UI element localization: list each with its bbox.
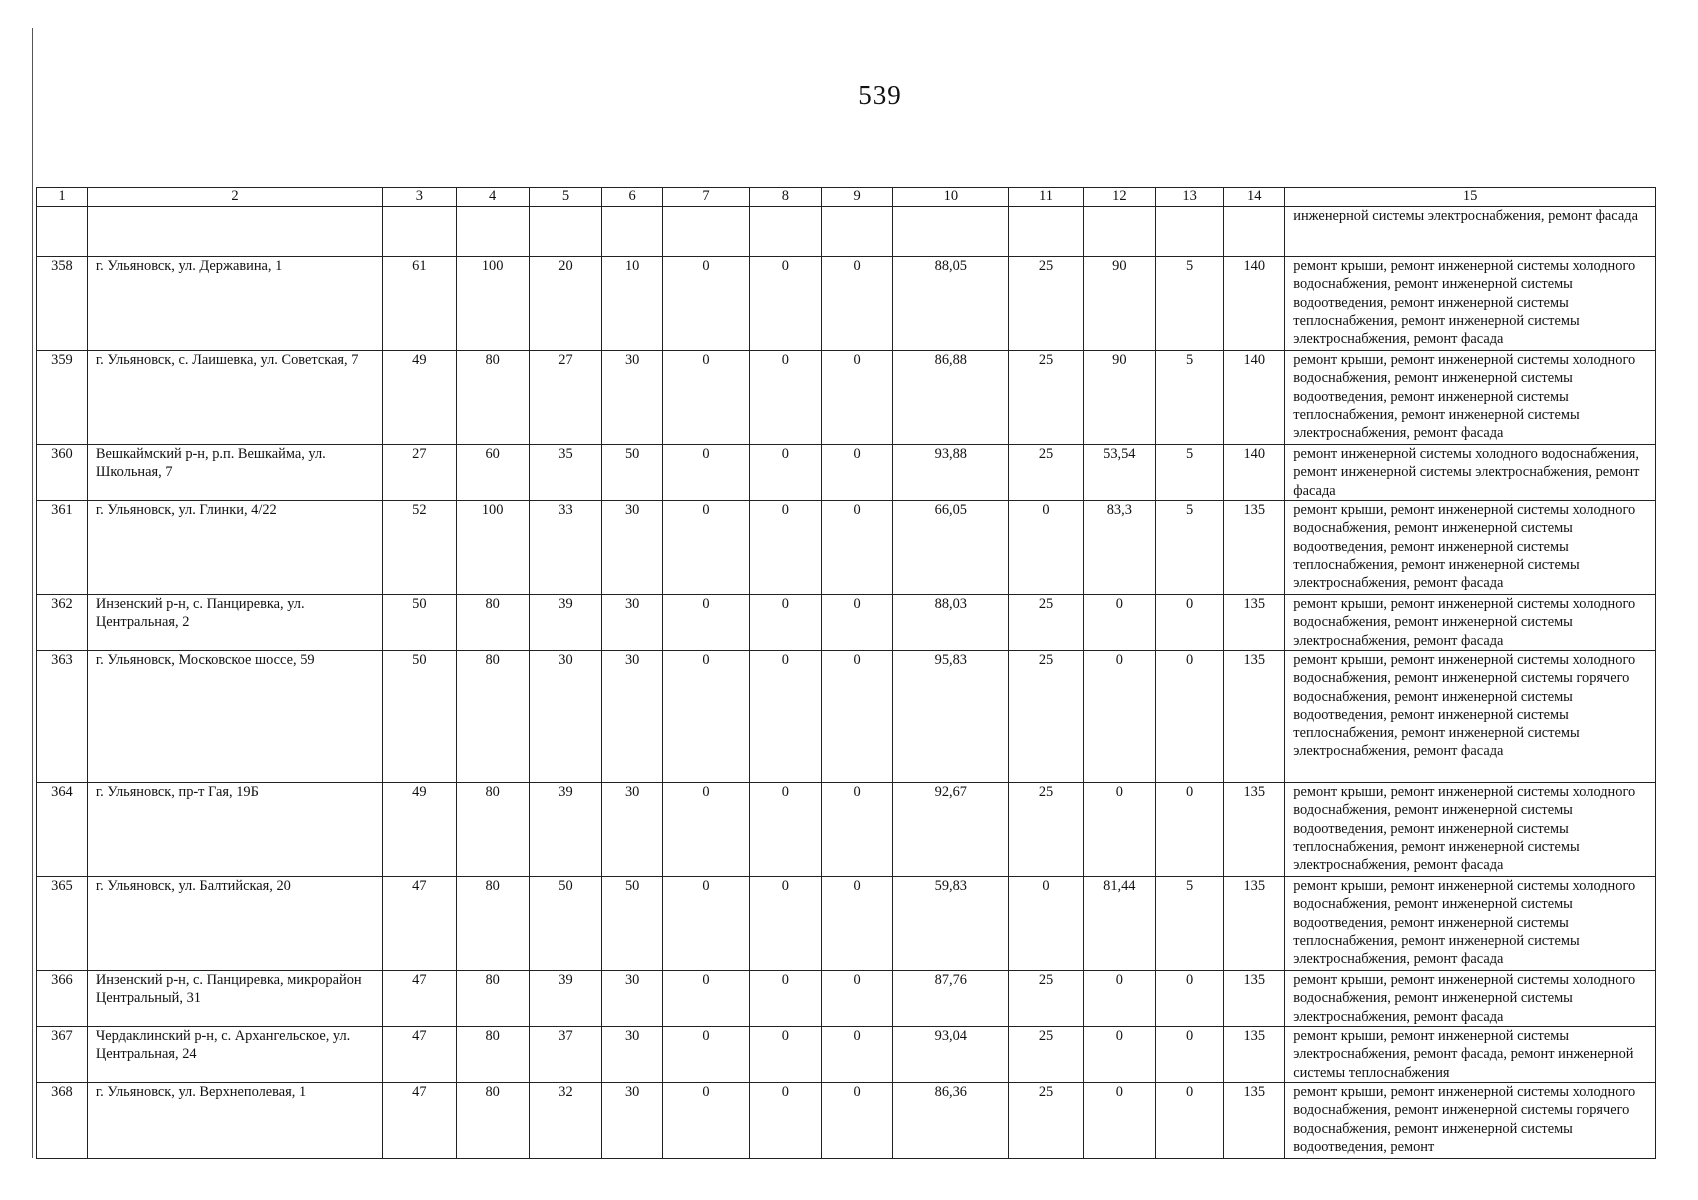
value-cell: 50 [602,445,663,501]
column-header: 15 [1285,188,1656,207]
value-cell: 86,88 [893,351,1009,445]
table-cell [1083,207,1155,257]
value-cell: 90 [1083,351,1155,445]
value-cell: 47 [383,971,456,1027]
value-cell: 80 [456,877,529,971]
value-cell: 135 [1224,783,1285,877]
table-row [37,1083,1656,1159]
value-cell: 5 [1155,501,1223,595]
value-cell: 0 [1009,501,1083,595]
value-cell: 0 [1083,783,1155,877]
value-cell: 0 [1083,971,1155,1027]
value-cell: 10 [602,257,663,351]
continuation-row [37,207,1656,257]
value-cell: 0 [663,1083,750,1159]
value-cell: 0 [822,1027,893,1083]
value-cell: 0 [749,971,821,1027]
address-cell: г. Ульяновск, ул. Верхнеполевая, 1 [87,1083,382,1159]
row-number: 362 [37,595,88,651]
table-row [37,501,1656,595]
works-cell: ремонт крыши, ремонт инженерной системы холодного водоснабжения, ремонт инженерной системы электроснабжения, ремонт фасада [1285,595,1656,651]
value-cell: 100 [456,501,529,595]
address-cell: Чердаклинский р-н, с. Архангельское, ул. Центральная, 24 [87,1027,382,1083]
value-cell: 0 [822,651,893,783]
value-cell: 135 [1224,971,1285,1027]
value-cell: 39 [529,971,601,1027]
column-header: 10 [893,188,1009,207]
value-cell: 47 [383,877,456,971]
value-cell: 80 [456,351,529,445]
row-number: 359 [37,351,88,445]
value-cell: 25 [1009,1027,1083,1083]
value-cell: 0 [822,877,893,971]
value-cell: 0 [822,351,893,445]
value-cell: 135 [1224,651,1285,783]
value-cell: 0 [663,1027,750,1083]
table-row [37,651,1656,783]
table-row [37,257,1656,351]
value-cell: 140 [1224,445,1285,501]
value-cell: 5 [1155,351,1223,445]
value-cell: 100 [456,257,529,351]
table-cell [822,207,893,257]
value-cell: 0 [1155,783,1223,877]
column-header: 4 [456,188,529,207]
page-number: 539 [858,80,902,110]
value-cell: 0 [663,595,750,651]
value-cell: 49 [383,783,456,877]
table-row [37,351,1656,445]
value-cell: 0 [749,651,821,783]
value-cell: 0 [822,257,893,351]
column-header: 1 [37,188,88,207]
value-cell: 0 [822,595,893,651]
works-cell: ремонт крыши, ремонт инженерной системы холодного водоснабжения, ремонт инженерной системы горячего водоснабжения, ремонт инженерной системы водоотведения, ремонт [1285,1083,1656,1159]
value-cell: 0 [1155,651,1223,783]
value-cell: 0 [749,595,821,651]
value-cell: 5 [1155,445,1223,501]
value-cell: 0 [749,501,821,595]
value-cell: 0 [1083,1083,1155,1159]
works-cell: инженерной системы электроснабжения, ремонт фасада [1285,207,1656,257]
value-cell: 0 [663,651,750,783]
value-cell: 30 [602,1083,663,1159]
table-cell [87,207,382,257]
row-number: 364 [37,783,88,877]
table-row [37,877,1656,971]
value-cell: 0 [749,257,821,351]
table-row [37,595,1656,651]
address-cell: г. Ульяновск, ул. Державина, 1 [87,257,382,351]
row-number: 365 [37,877,88,971]
value-cell: 60 [456,445,529,501]
value-cell: 39 [529,595,601,651]
value-cell: 50 [383,595,456,651]
value-cell: 5 [1155,877,1223,971]
row-number: 367 [37,1027,88,1083]
value-cell: 0 [822,501,893,595]
row-number: 358 [37,257,88,351]
value-cell: 0 [1083,651,1155,783]
value-cell: 32 [529,1083,601,1159]
column-header: 5 [529,188,601,207]
value-cell: 0 [749,877,821,971]
value-cell: 92,67 [893,783,1009,877]
value-cell: 39 [529,783,601,877]
value-cell: 0 [822,971,893,1027]
value-cell: 0 [663,257,750,351]
value-cell: 135 [1224,1027,1285,1083]
value-cell: 83,3 [1083,501,1155,595]
value-cell: 88,03 [893,595,1009,651]
value-cell: 135 [1224,501,1285,595]
value-cell: 0 [822,445,893,501]
value-cell: 50 [602,877,663,971]
value-cell: 0 [1155,595,1223,651]
value-cell: 53,54 [1083,445,1155,501]
value-cell: 135 [1224,877,1285,971]
value-cell: 80 [456,651,529,783]
value-cell: 80 [456,1083,529,1159]
value-cell: 0 [749,351,821,445]
value-cell: 135 [1224,1083,1285,1159]
value-cell: 25 [1009,351,1083,445]
value-cell: 27 [383,445,456,501]
value-cell: 59,83 [893,877,1009,971]
value-cell: 80 [456,971,529,1027]
row-number: 363 [37,651,88,783]
works-cell: ремонт крыши, ремонт инженерной системы холодного водоснабжения, ремонт инженерной системы электроснабжения, ремонт фасада [1285,971,1656,1027]
value-cell: 0 [749,445,821,501]
column-header: 7 [663,188,750,207]
value-cell: 30 [602,971,663,1027]
value-cell: 80 [456,783,529,877]
value-cell: 0 [1083,595,1155,651]
value-cell: 140 [1224,257,1285,351]
address-cell: г. Ульяновск, с. Лаишевка, ул. Советская, 7 [87,351,382,445]
value-cell: 25 [1009,783,1083,877]
value-cell: 30 [602,651,663,783]
column-header: 11 [1009,188,1083,207]
value-cell: 30 [602,1027,663,1083]
value-cell: 0 [663,877,750,971]
address-cell: Инзенский р-н, с. Панциревка, микрорайон Центральный, 31 [87,971,382,1027]
value-cell: 27 [529,351,601,445]
page-margin-rule [32,28,33,1158]
table-cell [1009,207,1083,257]
address-cell: г. Ульяновск, Московское шоссе, 59 [87,651,382,783]
value-cell: 25 [1009,1083,1083,1159]
value-cell: 90 [1083,257,1155,351]
value-cell: 37 [529,1027,601,1083]
value-cell: 0 [1155,1027,1223,1083]
works-cell: ремонт крыши, ремонт инженерной системы холодного водоснабжения, ремонт инженерной системы водоотведения, ремонт инженерной системы теплоснабжения, ремонт инженерной системы электроснабжения, ремонт фасада [1285,351,1656,445]
address-cell: Вешкаймский р-н, р.п. Вешкайма, ул. Школьная, 7 [87,445,382,501]
value-cell: 0 [663,351,750,445]
value-cell: 47 [383,1083,456,1159]
column-header: 3 [383,188,456,207]
value-cell: 140 [1224,351,1285,445]
value-cell: 0 [822,1083,893,1159]
value-cell: 0 [1155,1083,1223,1159]
value-cell: 52 [383,501,456,595]
value-cell: 81,44 [1083,877,1155,971]
address-cell: Инзенский р-н, с. Панциревка, ул. Центральная, 2 [87,595,382,651]
value-cell: 25 [1009,257,1083,351]
table-cell [602,207,663,257]
value-cell: 30 [602,501,663,595]
works-cell: ремонт крыши, ремонт инженерной системы холодного водоснабжения, ремонт инженерной системы водоотведения, ремонт инженерной системы теплоснабжения, ремонт инженерной системы электроснабжения, ремонт фасада [1285,783,1656,877]
table-cell [383,207,456,257]
value-cell: 25 [1009,651,1083,783]
value-cell: 0 [663,445,750,501]
value-cell: 0 [1009,877,1083,971]
value-cell: 0 [663,971,750,1027]
value-cell: 5 [1155,257,1223,351]
table-cell [663,207,750,257]
table-row [37,445,1656,501]
value-cell: 50 [529,877,601,971]
column-header: 14 [1224,188,1285,207]
value-cell: 61 [383,257,456,351]
value-cell: 33 [529,501,601,595]
value-cell: 30 [602,351,663,445]
repair-schedule-table [36,187,1656,1159]
value-cell: 93,88 [893,445,1009,501]
column-header: 9 [822,188,893,207]
value-cell: 0 [1155,971,1223,1027]
table-cell [456,207,529,257]
value-cell: 66,05 [893,501,1009,595]
value-cell: 95,83 [893,651,1009,783]
address-cell: г. Ульяновск, пр-т Гая, 19Б [87,783,382,877]
value-cell: 0 [1083,1027,1155,1083]
value-cell: 0 [749,783,821,877]
works-cell: ремонт крыши, ремонт инженерной системы электроснабжения, ремонт фасада, ремонт инженерной системы теплоснабжения [1285,1027,1656,1083]
works-cell: ремонт инженерной системы холодного водоснабжения, ремонт инженерной системы электроснабжения, ремонт фасада [1285,445,1656,501]
address-cell: г. Ульяновск, ул. Глинки, 4/22 [87,501,382,595]
value-cell: 25 [1009,971,1083,1027]
column-header: 6 [602,188,663,207]
value-cell: 0 [822,783,893,877]
value-cell: 93,04 [893,1027,1009,1083]
value-cell: 30 [529,651,601,783]
table-row [37,1027,1656,1083]
table-cell [37,207,88,257]
value-cell: 80 [456,595,529,651]
works-cell: ремонт крыши, ремонт инженерной системы холодного водоснабжения, ремонт инженерной системы водоотведения, ремонт инженерной системы теплоснабжения, ремонт инженерной системы электроснабжения, ремонт фасада [1285,501,1656,595]
table-row [37,783,1656,877]
works-cell: ремонт крыши, ремонт инженерной системы холодного водоснабжения, ремонт инженерной системы водоотведения, ремонт инженерной системы теплоснабжения, ремонт инженерной системы электроснабжения, ремонт фасада [1285,257,1656,351]
value-cell: 135 [1224,595,1285,651]
table-cell [1224,207,1285,257]
value-cell: 35 [529,445,601,501]
row-number: 368 [37,1083,88,1159]
column-header: 8 [749,188,821,207]
row-number: 366 [37,971,88,1027]
table-row [37,971,1656,1027]
value-cell: 0 [663,501,750,595]
value-cell: 20 [529,257,601,351]
value-cell: 47 [383,1027,456,1083]
table-cell [749,207,821,257]
table-cell [529,207,601,257]
column-header: 13 [1155,188,1223,207]
value-cell: 25 [1009,445,1083,501]
column-header: 2 [87,188,382,207]
value-cell: 50 [383,651,456,783]
value-cell: 87,76 [893,971,1009,1027]
value-cell: 80 [456,1027,529,1083]
row-number: 361 [37,501,88,595]
value-cell: 0 [749,1083,821,1159]
table-cell [1155,207,1223,257]
value-cell: 49 [383,351,456,445]
value-cell: 0 [749,1027,821,1083]
row-number: 360 [37,445,88,501]
value-cell: 30 [602,595,663,651]
value-cell: 30 [602,783,663,877]
works-cell: ремонт крыши, ремонт инженерной системы холодного водоснабжения, ремонт инженерной системы водоотведения, ремонт инженерной системы теплоснабжения, ремонт инженерной системы электроснабжения, ремонт фасада [1285,877,1656,971]
address-cell: г. Ульяновск, ул. Балтийская, 20 [87,877,382,971]
column-number-row [37,188,1656,207]
value-cell: 88,05 [893,257,1009,351]
value-cell: 25 [1009,595,1083,651]
column-header: 12 [1083,188,1155,207]
value-cell: 0 [663,783,750,877]
works-cell: ремонт крыши, ремонт инженерной системы холодного водоснабжения, ремонт инженерной системы горячего водоснабжения, ремонт инженерной системы водоотведения, ремонт инженерной системы теплоснабжения, ремонт инженерной системы электроснабжения, ремонт фасада [1285,651,1656,783]
value-cell: 86,36 [893,1083,1009,1159]
table-cell [893,207,1009,257]
